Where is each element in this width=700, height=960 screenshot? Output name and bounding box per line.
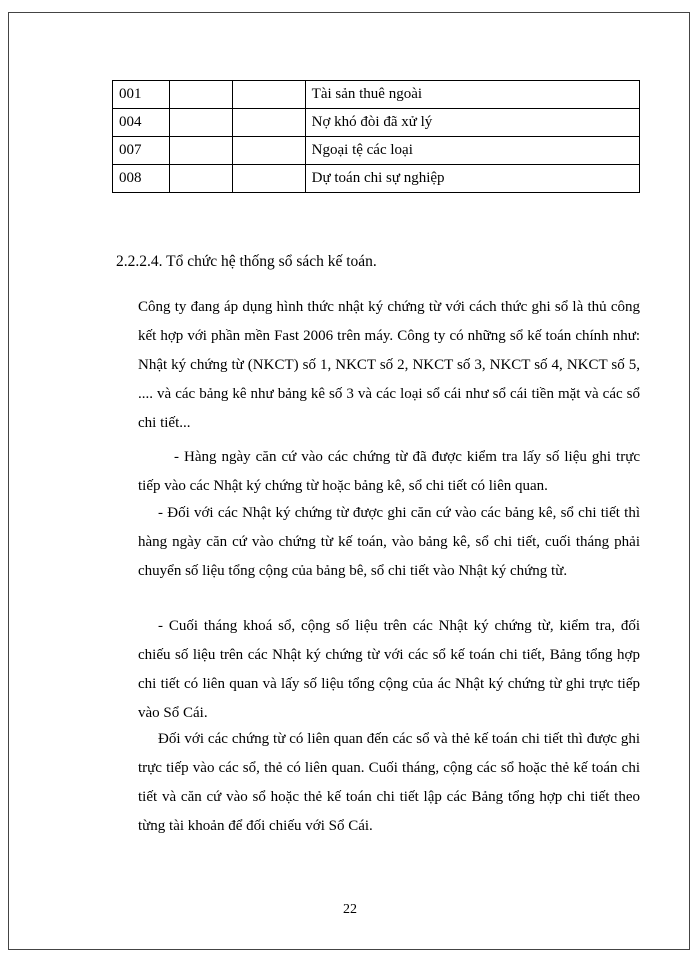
blank-cell [169,165,232,193]
account-code-cell: 007 [113,137,170,165]
paragraph-daily-recording: - Hàng ngày căn cứ vào các chứng từ đã được kiểm tra lấy số liệu ghi trực tiếp vào các Nhật ký chứng từ hoặc bảng kê, sổ chi tiết có liên quan. [138,449,640,494]
account-name-cell: Tài sản thuê ngoài [305,81,639,109]
account-code-cell: 001 [113,81,170,109]
table-row [113,165,640,193]
account-name-cell: Ngoại tệ các loại [305,137,639,165]
account-code-cell: 004 [113,109,170,137]
blank-cell [232,137,305,165]
blank-cell [169,137,232,165]
account-name-cell: Nợ khó đòi đã xử lý [305,109,639,137]
section-heading: 2.2.2.4. Tổ chức hệ thống sổ sách kế toán. [116,253,377,270]
blank-cell [232,165,305,193]
paragraph-intro: Công ty đang áp dụng hình thức nhật ký chứng từ với cách thức ghi sổ là thủ công kết hợp với phần mền Fast 2006 trên máy. Công ty có những sổ kế toán chính như: Nhật ký chứng từ (NKCT) số 1, NKCT số 2, NKCT số 3, NKCT số 4, NKCT số 5, .... và các bảng kê như bảng kê số 3 và các loại sổ cái như sổ cái tiền mặt và các sổ chi tiết... [138,299,640,431]
page-number: 22 [343,902,357,917]
paragraph-detail-ledgers: Đối với các chứng từ có liên quan đến các sổ và thẻ kế toán chi tiết thì được ghi trực tiếp vào các sổ, thẻ có liên quan. Cuối tháng, cộng các sổ hoặc thẻ kế toán chi tiết và căn cứ vào sổ hoặc thẻ kế toán chi tiết lập các Bảng tổng hợp chi tiết theo từng tài khoản để đối chiếu với Sổ Cái. [138,731,640,834]
blank-cell [232,81,305,109]
blank-cell [169,109,232,137]
off-balance-accounts-table [112,80,640,193]
blank-cell [232,109,305,137]
account-code-cell: 008 [113,165,170,193]
paragraph-month-end: - Cuối tháng khoá sổ, cộng số liệu trên các Nhật ký chứng từ, kiểm tra, đối chiếu số liệu trên các Nhật ký chứng từ với các sổ kế toán chi tiết, Bảng tổng hợp chi tiết có liên quan và lấy số liệu tổng cộng của ác Nhật ký chứng từ ghi trực tiếp vào Sổ Cái. [138,618,640,721]
blank-cell [169,81,232,109]
paragraph-journal-vouchers: - Đối với các Nhật ký chứng từ được ghi căn cứ vào các bảng kê, sổ chi tiết thì hàng ngày căn cứ vào chứng từ kế toán, vào bảng kê, sổ chi tiết, cuối tháng phải chuyển số liệu tổng cộng của bảng bê, sổ chi tiết vào Nhật ký chứng từ. [138,505,640,579]
table-row [113,109,640,137]
account-name-cell: Dự toán chi sự nghiệp [305,165,639,193]
table-row [113,81,640,109]
table-row [113,137,640,165]
